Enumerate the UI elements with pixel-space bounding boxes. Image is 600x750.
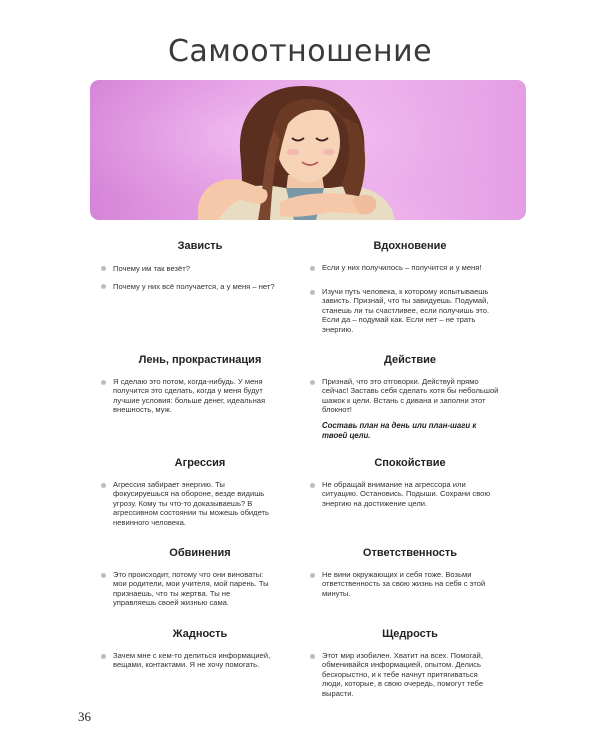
inspiration-item-2: Изучи путь человека, к которому испытываешь зависть. Признай, что ты завидуешь. Подумай, станешь ли ты счастливее, если получишь это. Если да – подумай как. Если нет – не трать энергию. bbox=[322, 287, 490, 334]
aggression-item-1: Агрессия забирает энергию. Ты фокусируешься на обороне, везде видишь угрозу. Кому ты что-то доказываешь? В агрессивном состоянии ты можешь обидеть невинного человека. bbox=[113, 480, 269, 527]
bullet-icon bbox=[101, 573, 106, 578]
woman-hugging-self-illustration bbox=[90, 80, 526, 220]
bullet-icon bbox=[310, 266, 315, 271]
bullet-icon bbox=[101, 654, 106, 659]
bullet-icon bbox=[310, 483, 315, 488]
bullet-icon bbox=[310, 380, 315, 385]
section-title-blame: Обвинения bbox=[169, 547, 231, 559]
responsibility-item-1: Не вини окружающих и себя тоже. Возьми ответственность за свою жизнь на себя с этой минуты. bbox=[322, 570, 486, 598]
bullet-icon bbox=[310, 573, 315, 578]
envy-item-2: Почему у них всё получается, а у меня – нет? bbox=[113, 282, 275, 291]
hero-illustration bbox=[90, 80, 526, 220]
bullet-icon bbox=[101, 284, 106, 289]
bullet-icon bbox=[101, 380, 106, 385]
section-title-envy: Зависть bbox=[177, 240, 223, 252]
section-title-responsibility: Ответственность bbox=[362, 547, 458, 559]
bullet-icon bbox=[310, 654, 315, 659]
section-title-generosity: Щедрость bbox=[382, 628, 438, 640]
section-title-aggression: Агрессия bbox=[174, 457, 226, 469]
section-title-laziness: Лень, прокрастинация bbox=[138, 354, 262, 366]
inspiration-item-1: Если у них получилось – получится и у меня! bbox=[322, 263, 482, 272]
action-emphasis: Составь план на день или план-шаги к твоей цели. bbox=[322, 421, 477, 440]
greed-item-1: Зачем мне с кем-то делиться информацией, вещами, контактами. Я не хочу помогать. bbox=[113, 651, 271, 670]
calm-item-1: Не обращай внимание на агрессора или ситуацию. Остановись. Подыши. Сохрани свою энергию на достижение цели. bbox=[322, 480, 491, 508]
section-title-inspiration: Вдохновение bbox=[373, 240, 447, 252]
section-title-calm: Спокойствие bbox=[374, 457, 446, 469]
section-title-greed: Жадность bbox=[172, 628, 228, 640]
page-number: 36 bbox=[78, 709, 91, 724]
blame-item-1: Это происходит, потому что они виноваты: мои родители, мои учителя, мой парень. Ты признаешь, что ты жертва. Ты не управляешь своей жизнью сама. bbox=[113, 570, 269, 608]
section-title-action: Действие bbox=[384, 354, 436, 366]
bullet-icon bbox=[310, 290, 315, 295]
generosity-item-1: Этот мир изобилен. Хватит на всех. Помогай, обменивайся информацией, опытом. Делись бескорыстно, и к тебе начнут притягиваться люди, которые, в свою очередь, помогут тебе вырасти. bbox=[322, 651, 484, 698]
action-item-1: Признай, что это отговорки. Действуй прямо сейчас! Заставь себя сделать хотя бы небольшой шажок к цели. Встань с дивана и заполни этот блокнот! bbox=[322, 377, 499, 415]
page-title: Самоотношение bbox=[167, 34, 433, 69]
bullet-icon bbox=[101, 483, 106, 488]
laziness-item-1: Я сделаю это потом, когда-нибудь. У меня получится это сделать, когда у меня будут лучшие условия: больше денег, идеальная внешность, муж. bbox=[113, 377, 266, 415]
bullet-icon bbox=[101, 266, 106, 271]
envy-item-1: Почему им так везёт? bbox=[113, 264, 190, 273]
